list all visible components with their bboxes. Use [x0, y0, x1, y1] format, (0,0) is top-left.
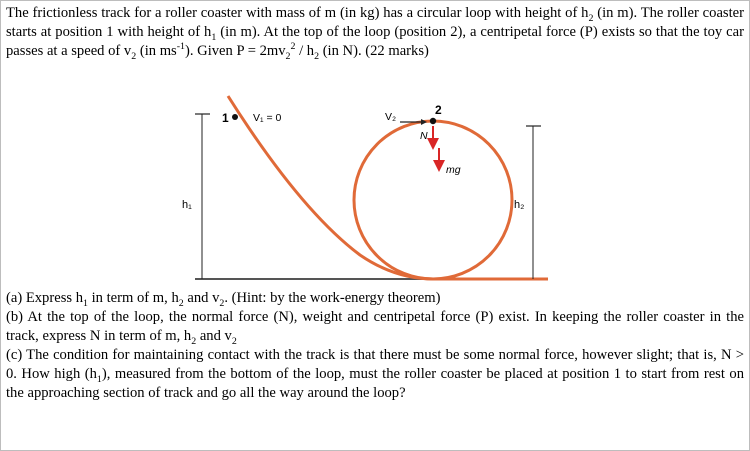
question-b: (b) At the top of the loop, the normal force (N), weight and centripetal force (P) exist. In keeping the roller coaster in the track, express N in term of m, $h_2$ and $v_2$ — [6, 309, 744, 347]
position-2-car — [430, 118, 436, 124]
question-a: (a) Express $h_1$ in term of m, $h_2$ and $v_2$. (Hint: by the work-energy theorem) — [6, 290, 441, 309]
position-1-car — [232, 114, 238, 120]
v2-label: V₂ — [385, 111, 397, 123]
weight-label: mg — [446, 164, 461, 176]
h1-label: h₁ — [182, 199, 192, 211]
position-1-label: 1 — [222, 111, 229, 125]
position-2-label: 2 — [435, 103, 442, 117]
question-list — [6, 289, 744, 403]
v1-label: V₁ = 0 — [253, 112, 282, 124]
problem-statement: The frictionless track for a roller coaster with mass of m (in kg) has a circular loop with height of $h_2$ (in m). The roller coaster starts at position 1 with height of $h_1$ (in m). At the top of the loop (position 2), a centripetal force (P) exists so that the toy car passes at a speed of $v_2$ (in $ms^{-1}$). Given $P = 2mv_2^2 / h_2$ (in N). (22 marks) — [6, 5, 744, 62]
question-c: (c) The condition for maintaining contact with the track is that there must be some normal force, however slight; that is, N > 0. How high $(h_1)$, measured from the bottom of the loop, must the roller coaster be placed at position 1 to start from rest on the approaching section of track and go all the way around the loop? — [6, 347, 744, 401]
loop-track — [354, 121, 512, 279]
normal-force-label: N — [420, 130, 428, 142]
h2-label: h₂ — [514, 199, 525, 211]
